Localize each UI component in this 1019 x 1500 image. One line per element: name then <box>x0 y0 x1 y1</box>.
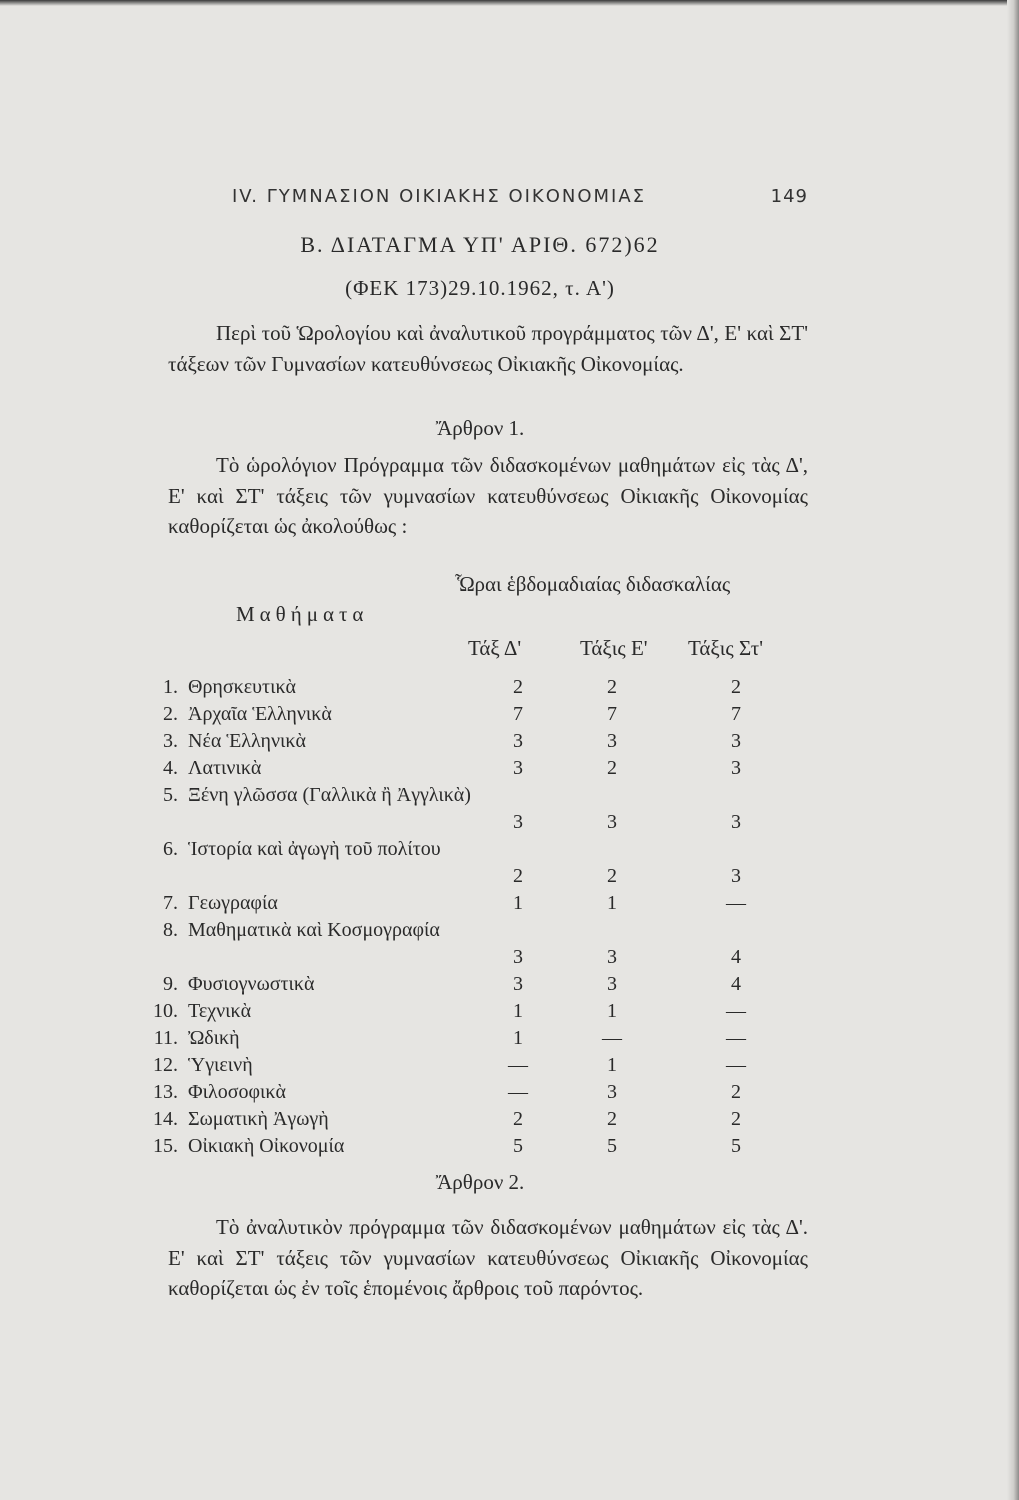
hours-class-st: — <box>726 1054 746 1076</box>
hours-class-e: 7 <box>607 703 617 725</box>
subject-name: Ἱστορία καὶ ἀγωγὴ τοῦ πολίτου <box>188 838 441 860</box>
hours-class-e: 1 <box>607 892 617 914</box>
row-number: 3. <box>163 730 178 752</box>
column-header-class-st: Τάξις Στ' <box>688 636 764 660</box>
hours-class-st: 2 <box>731 676 741 698</box>
article-2-text: Τὸ ἀναλυτικὸν πρόγραμμα τῶν διδασκομένων μαθημάτων εἰς τὰς Δ'. Ε' καὶ ΣΤ' τάξεις τῶν γυμνασίων κατευθύνσεως Οἰκιακῆς Οἰκονομίας καθορίζεται ὡς ἐν τοῖς ἑπομένοις ἄρθροις τοῦ παρόντος. <box>168 1215 808 1300</box>
table-row <box>140 701 820 728</box>
table-row <box>140 674 820 701</box>
hours-class-st: 3 <box>731 730 741 752</box>
article-2-heading: Ἄρθρον 2. <box>435 1170 525 1194</box>
row-number: 13. <box>153 1081 178 1103</box>
subject-name: Ξένη γλῶσσα (Γαλλικὰ ἢ Ἀγγλικὰ) <box>188 784 471 806</box>
row-number: 1. <box>163 676 178 698</box>
row-number: 10. <box>153 1000 178 1022</box>
table-row <box>140 1106 820 1133</box>
decree-title: Β. ΔΙΑΤΑΓΜΑ ΥΠ' ΑΡΙΘ. 672)62 <box>300 232 660 257</box>
table-row <box>140 971 820 998</box>
hours-class-e: 5 <box>607 1135 617 1157</box>
hours-class-d: 2 <box>513 676 523 698</box>
subject-name: Ἀρχαῖα Ἑλληνικὰ <box>188 703 332 725</box>
hours-class-e: 2 <box>607 676 617 698</box>
subject-name: Ὑγιεινὴ <box>188 1054 253 1076</box>
hours-class-d: 5 <box>513 1135 523 1157</box>
table-row <box>140 998 820 1025</box>
subjects-header: Μαθήματα <box>236 602 369 626</box>
subject-name: Σωματικὴ Ἀγωγὴ <box>188 1108 329 1130</box>
running-head <box>232 186 812 207</box>
hours-class-st: 5 <box>731 1135 741 1157</box>
hours-class-e: 3 <box>607 946 617 968</box>
hours-class-d: 7 <box>513 703 523 725</box>
hours-class-e: 2 <box>607 1108 617 1130</box>
hours-class-e: 1 <box>607 1000 617 1022</box>
gazette-reference: (ΦΕΚ 173)29.10.1962, τ. Α') <box>345 276 615 300</box>
hours-class-st: 3 <box>731 865 741 887</box>
hours-class-st: 2 <box>731 1081 741 1103</box>
subject-name: Λατινικὰ <box>188 757 262 779</box>
hours-class-d: 3 <box>513 811 523 833</box>
hours-class-e: 3 <box>607 811 617 833</box>
hours-class-d: 3 <box>513 973 523 995</box>
page-number: 149 <box>770 186 808 207</box>
hours-class-d: 3 <box>513 946 523 968</box>
subject-name: Νέα Ἑλληνικὰ <box>188 730 306 752</box>
row-number: 7. <box>163 892 178 914</box>
row-number: 15. <box>153 1135 178 1157</box>
table-row <box>140 782 820 836</box>
subject-name: Φιλοσοφικὰ <box>188 1081 286 1103</box>
row-number: 9. <box>163 973 178 995</box>
decree-subject: Περὶ τοῦ Ὡρολογίου καὶ ἀναλυτικοῦ προγράμματος τῶν Δ', Ε' καὶ ΣΤ' τάξεων τῶν Γυμνασίων κατευθύνσεως Οἰκιακῆς Οἰκονομίας. <box>168 321 808 376</box>
hours-class-st: — <box>726 1000 746 1022</box>
hours-class-d: 1 <box>513 1027 523 1049</box>
hours-class-e: 3 <box>607 1081 617 1103</box>
table-row <box>140 890 820 917</box>
page-top-edge <box>0 0 1019 6</box>
hours-class-e: — <box>602 1027 622 1049</box>
table-row <box>140 917 820 971</box>
hours-class-e: 2 <box>607 757 617 779</box>
hours-class-st: 3 <box>731 757 741 779</box>
hours-class-e: 3 <box>607 730 617 752</box>
hours-class-st: — <box>726 1027 746 1049</box>
table-row <box>140 1025 820 1052</box>
row-number: 8. <box>163 919 178 941</box>
row-number: 4. <box>163 757 178 779</box>
hours-class-st: 2 <box>731 1108 741 1130</box>
article-1-heading: Ἄρθρον 1. <box>435 416 525 440</box>
hours-class-e: 3 <box>607 973 617 995</box>
table-row <box>140 1079 820 1106</box>
hours-class-st: 3 <box>731 811 741 833</box>
hours-class-st: 4 <box>731 946 741 968</box>
table-row <box>140 836 820 890</box>
column-header-class-e: Τάξις Ε' <box>580 636 648 660</box>
hours-class-e: 2 <box>607 865 617 887</box>
hours-class-d: 1 <box>513 892 523 914</box>
subject-name: Οἰκιακὴ Οἰκονομία <box>188 1135 345 1157</box>
schedule-table <box>140 674 820 1160</box>
hours-class-d: 1 <box>513 1000 523 1022</box>
hours-class-e: 1 <box>607 1054 617 1076</box>
table-row <box>140 755 820 782</box>
subject-name: Μαθηματικὰ καὶ Κοσμογραφία <box>188 919 440 941</box>
subject-name: Θρησκευτικὰ <box>188 676 297 698</box>
table-row <box>140 1052 820 1079</box>
table-row <box>140 728 820 755</box>
subject-name: Τεχνικὰ <box>188 1000 252 1022</box>
hours-class-st: 7 <box>731 703 741 725</box>
page-right-edge <box>1007 0 1019 1500</box>
subject-name: Φυσιογνωστικὰ <box>188 973 315 995</box>
column-header-class-d: Τάξ Δ' <box>468 636 522 660</box>
hours-class-d: 3 <box>513 757 523 779</box>
hours-class-d: 2 <box>513 865 523 887</box>
row-number: 11. <box>153 1027 178 1049</box>
hours-class-st: 4 <box>731 973 741 995</box>
table-row <box>140 1133 820 1160</box>
article-1-text: Τὸ ὡρολόγιον Πρόγραμμα τῶν διδασκομένων μαθημάτων εἰς τὰς Δ', Ε' καὶ ΣΤ' τάξεις τῶν γυμνασίων κατευθύνσεως Οἰκιακῆς Οἰκονομίας καθορίζεται ὡς ἀκολούθως : <box>168 453 808 538</box>
row-number: 2. <box>163 703 178 725</box>
hours-header: Ὧραι ἑβδομαδιαίας διδασκαλίας <box>455 572 731 596</box>
hours-class-d: — <box>508 1054 528 1076</box>
running-head-title: IV. ΓΥΜΝΑΣΙΟΝ ΟΙΚΙΑΚΗΣ ΟΙΚΟΝΟΜΙΑΣ <box>232 186 647 207</box>
hours-class-d: 3 <box>513 730 523 752</box>
row-number: 6. <box>163 838 178 860</box>
subject-name: Ὠδικὴ <box>188 1027 240 1049</box>
subject-name: Γεωγραφία <box>188 892 278 914</box>
hours-class-d: — <box>508 1081 528 1103</box>
row-number: 12. <box>153 1054 178 1076</box>
row-number: 14. <box>153 1108 178 1130</box>
row-number: 5. <box>163 784 178 806</box>
hours-class-d: 2 <box>513 1108 523 1130</box>
hours-class-st: — <box>726 892 746 914</box>
